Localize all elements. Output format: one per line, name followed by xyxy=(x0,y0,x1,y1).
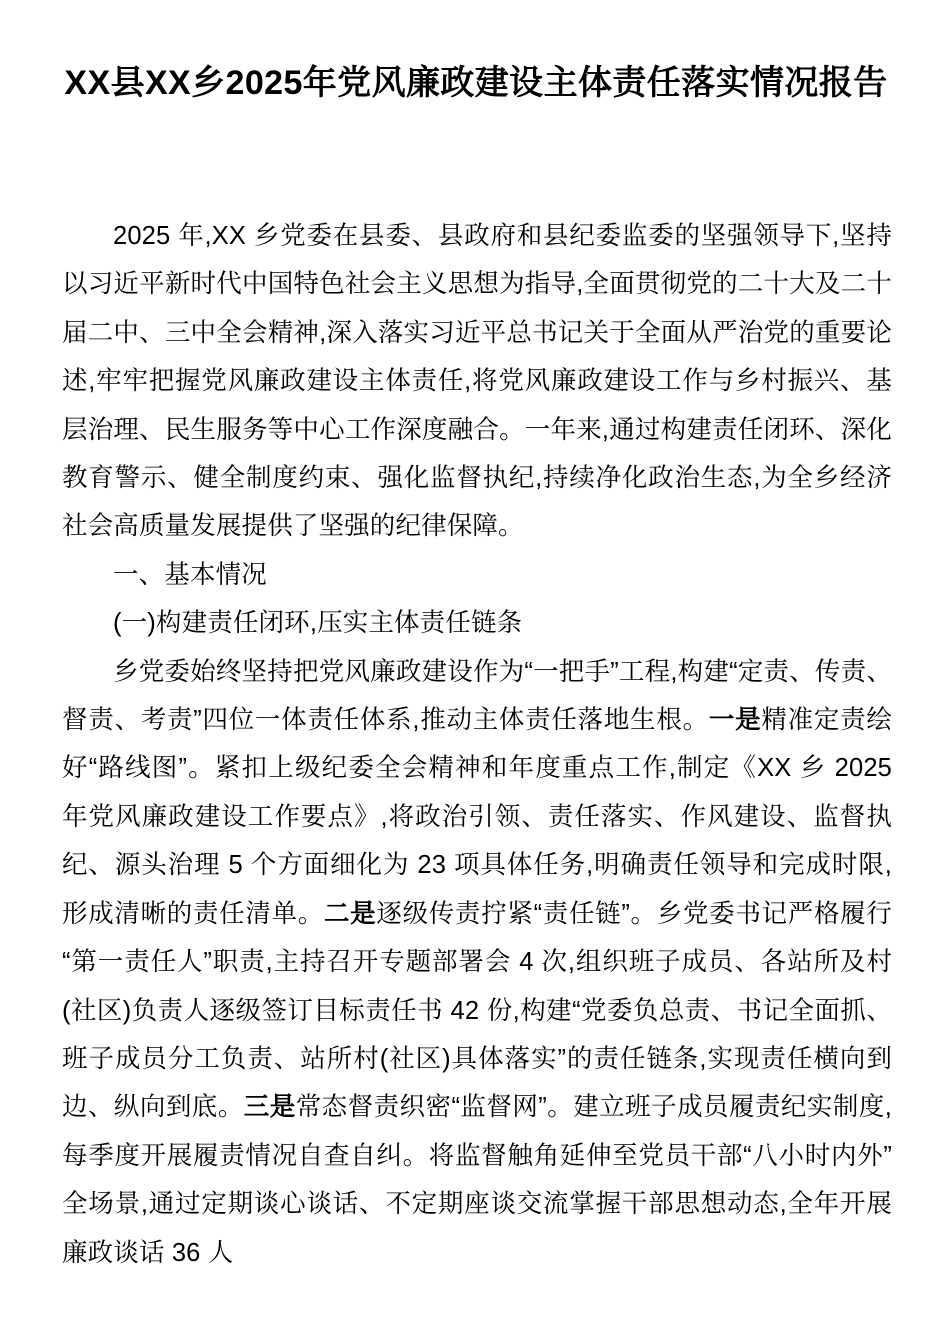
clause-third: 常态督责织密“监督网”。建立班子成员履责纪实制度,每季度开展履责情况自查自纠。将监督触角延伸至党员干部“八小时内外”全场景,通过定期谈心谈话、不定期座谈交流掌握干部思想动态,全年开展廉政谈话 36 人 xyxy=(62,1093,892,1267)
paragraph-intro: 2025 年,XX 乡党委在县委、县政府和县纪委监委的坚强领导下,坚持以习近平新时代中国特色社会主义思想为指导,全面贯彻党的二十大及二十届二中、三中全会精神,深入落实习近平总书记关于全面从严治党的重要论述,牢牢把握党风廉政建设主体责任,将党风廉政建设工作与乡村振兴、基层治理、民生服务等中心工作深度融合。一年来,通过构建责任闭环、深化教育警示、健全制度约束、强化监督执纪,持续净化政治生态,为全乡经济社会高质量发展提供了坚强的纪律保障。 xyxy=(62,222,892,541)
section-heading-level-1: 一、基本情况 xyxy=(113,560,267,589)
clause-intro: 乡党委始终坚持把党风廉政建设作为“一把手”工程,构建“定责、传责、督责、考责”四位一体责任体系,推动主体责任落地生根。 xyxy=(62,657,892,735)
enumerator-first: 一是 xyxy=(708,706,762,735)
section-heading-level-2: (一)构建责任闭环,压实主体责任链条 xyxy=(113,609,523,638)
enumerator-second: 二是 xyxy=(323,899,377,928)
document-body xyxy=(62,212,892,1277)
clause-second: 逐级传责拧紧“责任链”。乡党委书记严格履行“第一责任人”职责,主持召开专题部署会 4 次,组织班子成员、各站所及村(社区)负责人逐级签订目标责任书 42 份,构建“党委负总责、书记全面抓、班子成员分工负责、站所村(社区)具体落实”的责任链条,实现责任横向到边、纵向到底。 xyxy=(62,899,892,1122)
paragraph-responsibility-chain xyxy=(62,648,892,1277)
enumerator-third: 三是 xyxy=(243,1093,296,1122)
document-title: XX县XX乡2025年党风廉政建设主体责任落实情况报告 xyxy=(64,64,888,102)
clause-first: 精准定责绘好“路线图”。紧扣上级纪委全会精神和年度重点工作,制定《XX 乡 2025 年党风廉政建设工作要点》,将政治引领、责任落实、作风建设、监督执纪、源头治理 5 个方面细化为 23 项具体任务,明确责任领导和完成时限,形成清晰的责任清单。 xyxy=(62,706,892,928)
